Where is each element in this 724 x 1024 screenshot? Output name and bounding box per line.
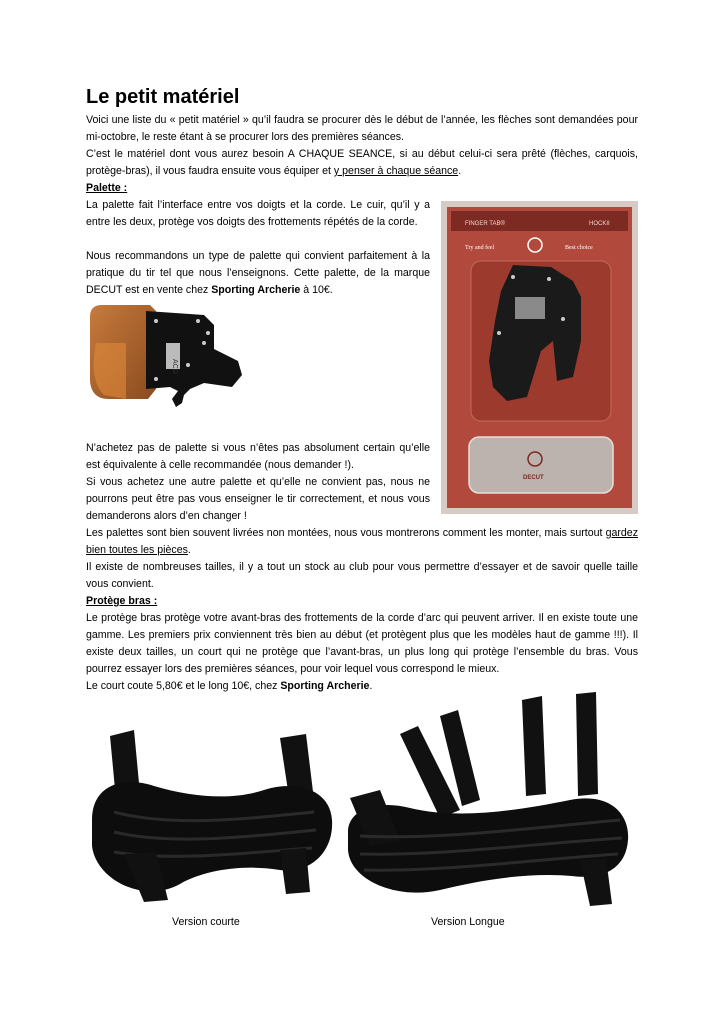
protege-paragraph-1: Le protège bras protège votre avant-bras des frottements de la corde d’arc qui peuvent arriver. Il en existe toute une gamme. Les premiers prix conviennent très bien au début (et protègent plus que les modèles haut de gamme !!!). Il existe deux tailles, un court qui ne protège que l’avant-bras, un plus long qui protège l’ensemble du bras. Vous pourrez essayer lors des premières séances, pour voir lequel vous correspond le mieux. (86, 612, 638, 676)
page-title: Le petit matériel (86, 86, 240, 108)
package-brand: DECUT (523, 475, 544, 481)
caption-long: Version Longue (431, 916, 505, 928)
package-tag-right: Best choice (565, 245, 593, 251)
palette-p5-text: Les palettes sont bien souvent livrées non montées, nous vous montrerons comment les monter, mais surtout (86, 527, 606, 539)
tab-brand-text: ACD (171, 359, 178, 374)
protege-p2-end: . (369, 680, 373, 692)
palette-paragraph-3: N’achetez pas de palette si vous n’êtes pas absolument certain qu’elle est équivalente à celle recommandée (nous demander !). (86, 442, 430, 472)
arm-guard-short-image (84, 724, 340, 910)
protege-heading: Protège bras : (86, 595, 158, 607)
palette-p5-end: . (187, 544, 191, 557)
palette-p2-text: Nous recommandons un type de palette qui convient parfaitement à la pratique du tir tel que nous l’enseignons. Cette palette, de la marque DECUT est en vente chez (86, 250, 430, 297)
palette-p5-underline: gardez bien toutes les pièces (86, 527, 638, 557)
package-label-right: HOCKII (589, 221, 610, 227)
intro-p2-text: C’est le matériel dont vous aurez besoin A CHAQUE SEANCE, si au début celui-ci sera prêté (flèches, carquois, protège-bras), il vous faudra ensuite vous équiper et (86, 148, 638, 178)
palette-paragraph-1: La palette fait l’interface entre vos doigts et la corde. Le cuir, qu’il y a entre les deux, protège vos doigts des frottements répétés de la corde. (86, 199, 430, 229)
palette-p2-shop: Sporting Archerie (211, 284, 301, 297)
palette-paragraph-6: Il existe de nombreuses tailles, il y a tout un stock au club pour vous permettre d’essayer et de savoir quelle taille vous convient. (86, 561, 638, 591)
intro-paragraph-1: Voici une liste du « petit matériel » qu’il faudra se procurer dès le début de l’année, les flèches sont demandées pour mi-octobre, le reste étant à se procurer lors des premières séances. (86, 114, 638, 144)
protege-p2-shop: Sporting Archerie (280, 680, 370, 692)
palette-paragraph-4: Si vous achetez une autre palette et qu’elle ne convient pas, nous ne pourrons peut être pas vous enseigner le tir correctement, et nous vous demanderons alors d’en changer ! (86, 476, 430, 523)
package-tag-left: Try and feel (465, 245, 495, 251)
finger-tab-package-image (441, 201, 638, 514)
intro-paragraph-2 (86, 146, 638, 180)
caption-short: Version courte (172, 916, 240, 928)
palette-paragraph-2 (86, 248, 430, 299)
finger-tab-image (86, 303, 244, 407)
palette-paragraph-5 (86, 525, 638, 559)
protege-p2-text: Le court coute 5,80€ et le long 10€, chez (86, 680, 281, 692)
arm-guard-long-image (340, 690, 638, 914)
palette-heading: Palette : (86, 182, 128, 194)
package-label-left: FINGER TAB® (465, 221, 505, 227)
intro-p2-underline: y penser à chaque séance (333, 165, 459, 178)
palette-p2-end: à 10€. (300, 284, 333, 297)
intro-p2-end: . (458, 165, 462, 178)
